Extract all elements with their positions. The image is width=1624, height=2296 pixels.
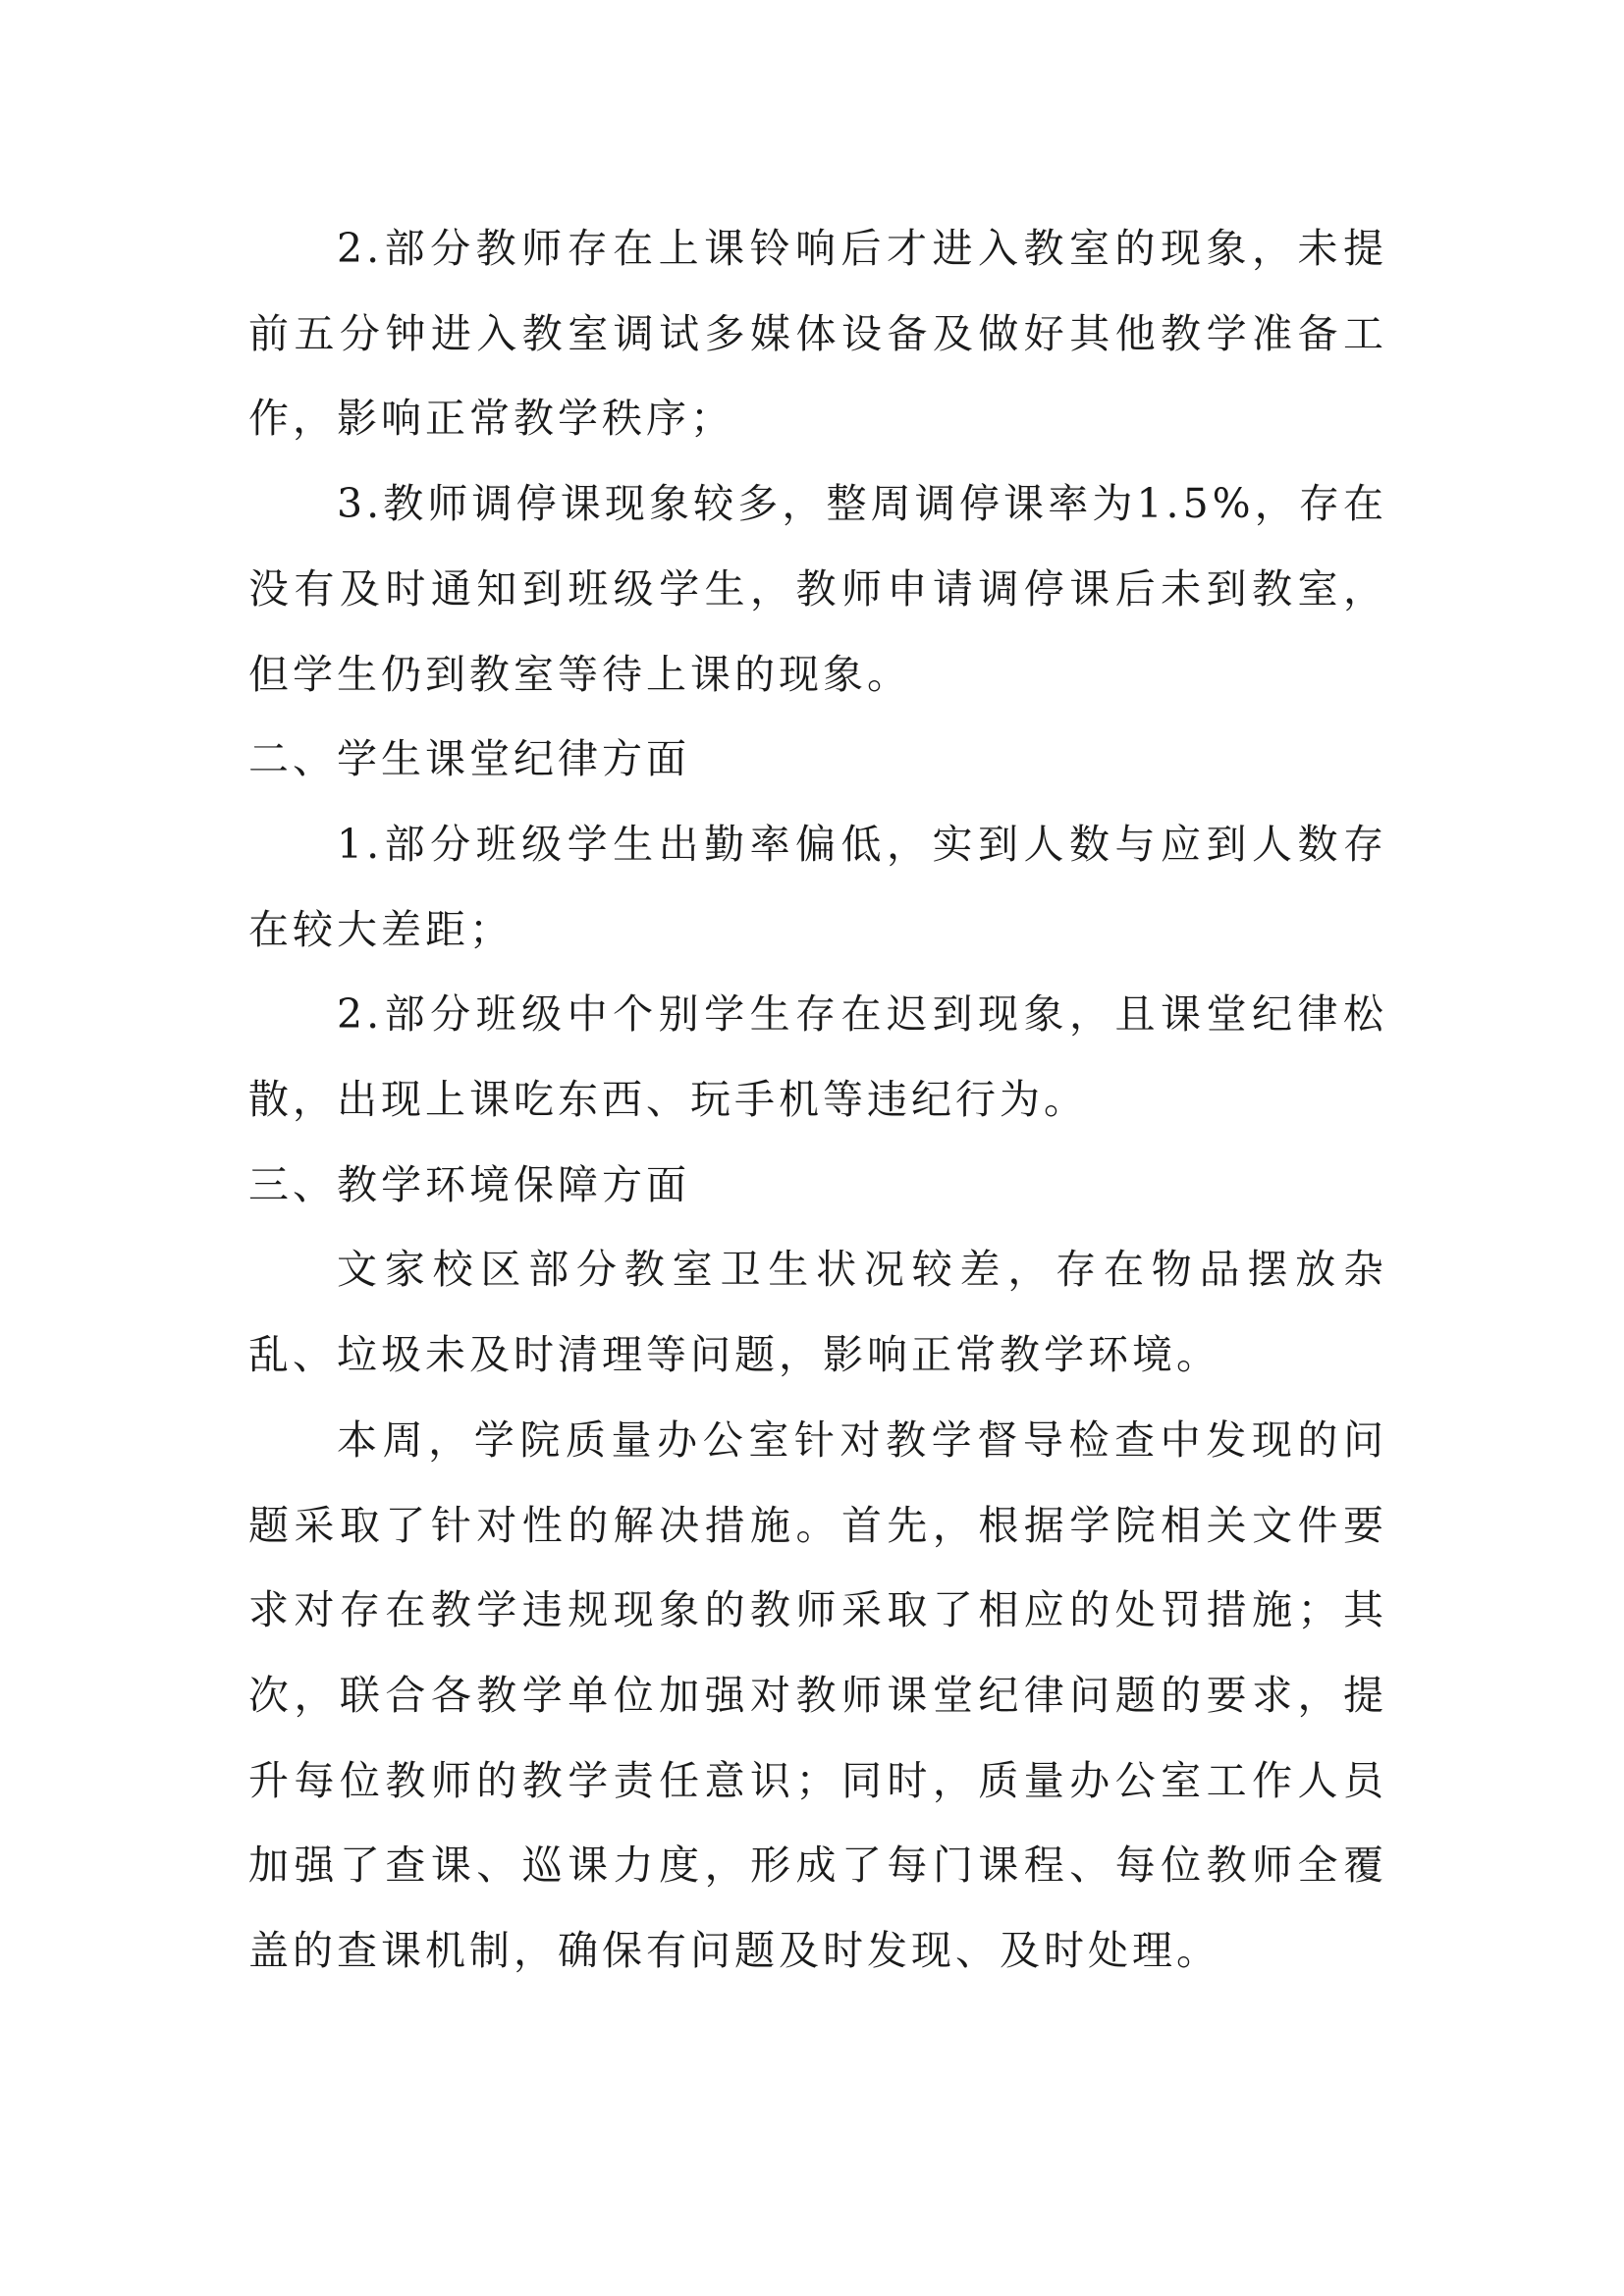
- paragraph-attendance: 1.部分班级学生出勤率偏低，实到人数与应到人数存在较大差距；: [248, 820, 1387, 953]
- document-body: [248, 206, 1387, 1994]
- paragraph-class-rescheduling: 3.教师调停课现象较多，整周调停课率为1.5%，存在没有及时通知到班级学生，教师申请调停课后未到教室，但学生仍到教室等待上课的现象。: [248, 480, 1387, 698]
- paragraph-classroom-hygiene: 文家校区部分教室卫生状况较差，存在物品摆放杂乱、垃圾未及时清理等问题，影响正常教学环境。: [248, 1246, 1387, 1379]
- paragraph-corrective-measures: 本周，学院质量办公室针对教学督导检查中发现的问题采取了针对性的解决措施。首先，根据学院相关文件要求对存在教学违规现象的教师采取了相应的处罚措施；其次，联合各教学单位加强对教师课堂纪律问题的要求，提升每位教师的教学责任意识；同时，质量办公室工作人员加强了查课、巡课力度，形成了每门课程、每位教师全覆盖的查课机制，确保有问题及时发现、及时处理。: [248, 1415, 1387, 1975]
- paragraph-late-arrival: 2.部分教师存在上课铃响后才进入教室的现象，未提前五分钟进入教室调试多媒体设备及做好其他教学准备工作，影响正常教学秩序；: [248, 225, 1387, 443]
- paragraph-tardiness: 2.部分班级中个别学生存在迟到现象，且课堂纪律松散，出现上课吃东西、玩手机等违纪行为。: [248, 990, 1387, 1124]
- section-heading-teaching-environment: 三、教学环境保障方面: [248, 1160, 690, 1208]
- section-heading-student-discipline: 二、学生课堂纪律方面: [248, 735, 690, 783]
